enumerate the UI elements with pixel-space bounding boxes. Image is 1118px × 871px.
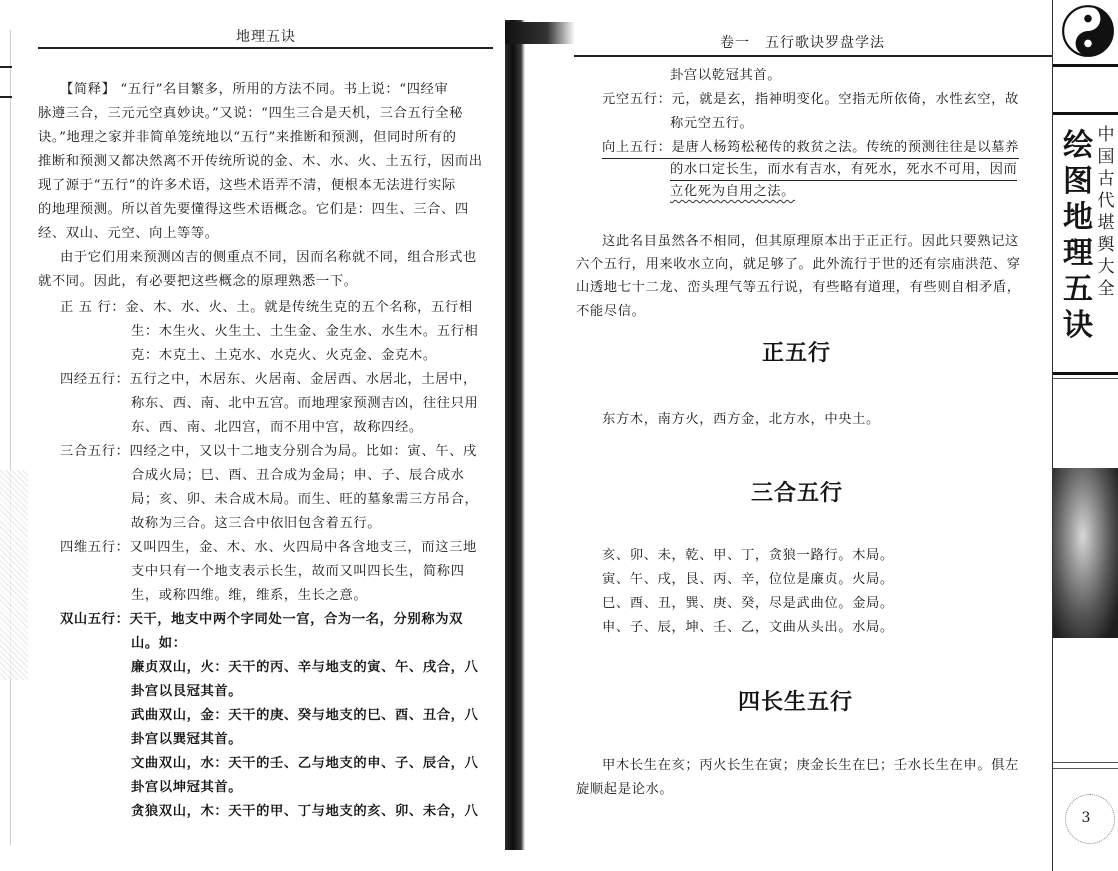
sidebar-thin-rule [1053,378,1118,379]
term-sanhe-wuxing: 三合五行：四经之中，又以十二地支分别合为局。比如：寅、午、戌 [60,444,477,459]
underlined-line: 的水口定长生，而水有吉水，有死水，死水不可用，因而 [670,160,1017,181]
term-zheng-wuxing: 正 五 行：金、木、水、火、土。就是传统生克的五个名称，五行相 [60,300,473,315]
page-number: 3 [1081,810,1091,826]
section-title-sichangsheng-wuxing: 四长生五行 [738,689,854,715]
text-line: 就不同。因此，有必要把这些概念的原理熟悉一下。 [38,274,358,289]
text-line: 山。如： [131,636,187,651]
text-line: 不能尽信。 [576,304,646,319]
wavy-underlined-line: 立化死为自用之法。 [670,184,796,199]
text-line: 局；亥、卯、未合成木局。而生、旺的墓象需三方吊合， [131,492,479,507]
section-title-zheng-wuxing: 正五行 [762,340,832,366]
text-line: 经、双山、元空、向上等等。 [38,226,219,241]
text-line: 【简释】 “五行”名目繁多，所用的方法不同。书上说：“四经审 [60,82,449,97]
sidebar-rule [1053,372,1118,375]
term-shuangshan-wuxing: 双山五行：天干，地支中两个字同处一宫，合为一名，分别称为双 [60,612,464,627]
text-line: 推断和预测又都决然离不开传统所说的金、木、水、火、土五行，因而出 [38,154,483,169]
text-line: 诀。”地理之家并非简单笼统地以“五行”来推断和预测，但同时所有的 [38,130,457,145]
left-header-rule [38,47,493,49]
sidebar-rule [1053,112,1118,115]
text-line: 克：木克土、土克水、水克火、火克金、金克木。 [131,348,437,363]
left-running-head: 地理五诀 [236,29,296,45]
text-line: 甲木长生在亥；丙火长生在寅；庚金长生在巳；壬水长生在申。俱左 [602,758,1019,773]
buddha-statue-image [1053,468,1118,638]
text-line: 廉贞双山，火：天干的丙、辛与地支的寅、午、戌合，八 [131,660,479,675]
verse-line: 亥、卯、未，乾、甲、丁，贪狼一路行。木局。 [602,548,894,563]
right-running-head: 卷一 五行歌诀罗盘学法 [720,35,885,51]
text-line: 故称为三合。这三合中依旧包含着五行。 [131,516,382,531]
text-line: 合成火局；巳、酉、丑合成为金局；申、子、辰合成水 [131,468,465,483]
text-line: 东、西、南、北四宫，而不用中宫，故称四经。 [131,420,423,435]
verse-line: 巳、酉、丑，巽、庚、癸，尽是武曲位。金局。 [602,596,894,611]
vertical-book-title: 绘 图 地 理 五 诀 [1063,128,1093,343]
text-line: 旋顺起是论水。 [576,782,674,797]
sidebar-thin-rule [1053,768,1118,769]
verse-line: 申、子、辰，坤、壬、乙，文曲从头出。水局。 [602,620,894,635]
term-xiangshang-wuxing-underlined: 向上五行：是唐人杨筠松秘传的救贫之法。传统的预测往往是以墓养 [602,138,1019,159]
right-page [522,0,1052,871]
text-line: 六个五行，用来收水立向，就足够了。此外流行于世的还有宗庙洪范、穿 [576,257,1021,272]
yin-yang-icon [1061,4,1115,58]
text-line: 贪狼双山，木：天干的甲、丁与地支的亥、卯、未合，八 [131,804,479,819]
right-header-rule [574,55,1052,57]
text-line: 这此名目虽然各不相同，但其原理原本出于正正行。因此只要熟记这 [602,234,1019,249]
text-line: 山透地七十二龙、峦头理气等五行说，有些略有道理，有些则自相矛盾， [576,280,1021,295]
left-edge-tab [0,66,12,98]
left-edge-speckle [0,470,28,680]
text-line: 卦宫以艮冠其首。 [131,684,243,699]
text-line: 由于它们用来预测凶吉的侧重点不同，因而名称就不同，组合形式也 [60,250,477,265]
term-sijing-wuxing: 四经五行：五行之中，木居东、火居南、金居西、水居北，土居中， [60,372,477,387]
text-line: 生，或称四维。维，维系，生长之意。 [131,588,368,603]
verse-line: 寅、午、戌，艮、丙、辛，位位是廉贞。火局。 [602,572,894,587]
sidebar-rule [1053,64,1118,67]
text-line: 现了源于“五行”的许多术语，这些术语弄不清，便根本无法进行实际 [38,178,456,193]
term-yuankong-wuxing: 元空五行：元，就是玄，指神明变化。空指无所依倚，水性玄空，故 [602,92,1019,107]
sidebar-thin-rule [1053,762,1118,763]
right-sidebar [1052,0,1118,871]
text-line: 武曲双山，金：天干的庚、癸与地支的巳、酉、丑合，八 [131,708,479,723]
text-line: 称元空五行。 [670,116,754,131]
vertical-series-title: 中 国 古 代 堪 舆 大 全 [1097,125,1115,299]
text-line: 卦宫以巽冠其首。 [131,732,243,747]
text-line: 生：木生火、火生土、土生金、金生水、水生木。五行相 [131,324,479,339]
text-line: 的地理预测。所以首先要懂得这些术语概念。它们是：四生、三合、四 [38,202,469,217]
text-line: 卦宫以坤冠其首。 [131,780,243,795]
text-line: 卦宫以乾冠其首。 [670,68,782,83]
text-line: 东方木，南方火，西方金，北方水，中央土。 [602,412,880,427]
text-line: 文曲双山，水：天干的壬、乙与地支的申、子、辰合，八 [131,756,479,771]
text-line: 称东、西、南、北中五宫。而地理家预测吉凶，往往只用 [131,396,479,411]
term-siwei-wuxing: 四维五行：又叫四生，金、木、水、火四局中各含地支三，而这三地 [60,540,477,555]
section-title-sanhe-wuxing: 三合五行 [751,480,844,506]
left-margin-line [10,30,11,845]
text-line: 脉遵三合，三元元空真妙诀。”又说：“四生三合是天机，三合五行全秘 [38,106,464,121]
left-page [0,0,510,871]
text-line: 支中只有一个地支表示长生，故而又叫四长生，简称四 [131,564,465,579]
